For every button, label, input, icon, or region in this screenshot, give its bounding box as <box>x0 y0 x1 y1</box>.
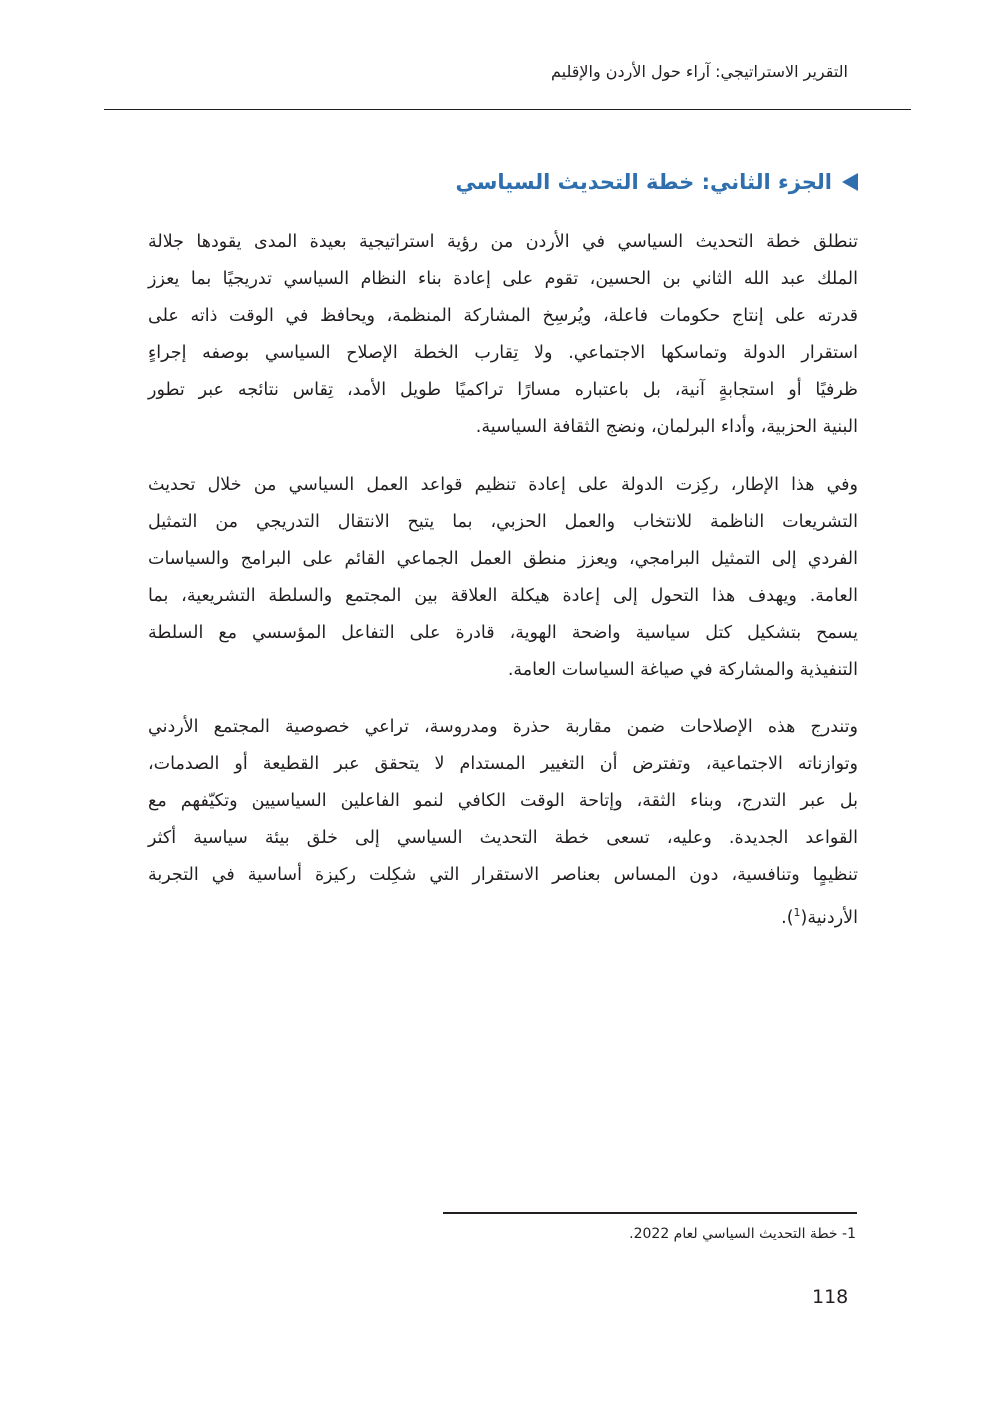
paragraph-3 <box>148 709 858 931</box>
text-line: العامة. ويهدف هذا التحول إلى إعادة هيكلة العلاقة بين المجتمع والسلطة التشريعية، بما <box>148 586 858 606</box>
text-line: البنية الحزبية، وأداء البرلمان، ونضج الثقافة السياسية. <box>475 417 858 437</box>
text-line: بل عبر التدرج، وبناء الثقة، وإتاحة الوقت الكافي لنمو الفاعلين السياسيين وتكيّفهم مع <box>148 791 858 811</box>
text-fragment: الأردنية <box>807 907 858 928</box>
footnote-reference[interactable]: 1 <box>793 906 801 919</box>
paragraph-1 <box>148 224 858 446</box>
text-line: الملك عبد الله الثاني بن الحسين، تقوم على إعادة بناء النظام السياسي تدريجيًا بما يعزز <box>148 269 858 289</box>
text-line: تنظيمٍا وتنافسية، دون المساس بعناصر الاستقرار التي شكِلت ركيزة أساسية في التجربة <box>148 865 858 885</box>
section-title: الجزء الثاني: خطة التحديث السياسي <box>455 170 832 194</box>
text-line: وتوازناته الاجتماعية، وتفترض أن التغيير المستدام لا يتحقق عبر القطيعة أو الصدمات، <box>148 754 858 774</box>
text-line: وفي هذا الإطار، ركِزت الدولة على إعادة تنظيم قواعد العمل السياسي من خلال تحديث <box>148 475 858 495</box>
header-divider <box>104 109 911 110</box>
text-fragment: ). <box>781 907 794 928</box>
text-line: الفردي إلى التمثيل البرامجي، ويعزز منطق العمل الجماعي القائم على البرامج والسياسات <box>148 549 858 569</box>
text-line-last: الأردنية($^1$). <box>781 906 858 928</box>
text-line: قدرته على إنتاج حكومات فاعلة، ويُرسِخ المشاركة المنظمة، ويحافظ في الوقت ذاته على <box>148 306 858 326</box>
page-number: 118 <box>812 1286 849 1308</box>
text-line: استقرار الدولة وتماسكها الاجتماعي. ولا تِقارب الخطة الإصلاح السياسي بوصفه إجراءٍ <box>148 343 858 363</box>
running-header: التقرير الاستراتيجي: آراء حول الأردن والإقليم <box>550 62 848 81</box>
text-line: القواعد الجديدة. وعليه، تسعى خطة التحديث السياسي إلى خلق بيئة سياسية أكثر <box>148 828 858 848</box>
footnote: 1- خطة التحديث السياسي لعام 2022. <box>629 1226 856 1242</box>
paragraph-2 <box>148 467 858 689</box>
text-line: ظرفيًا أو استجابةٍ آنية، بل باعتباره مسارًا تراكميًا طويل الأمد، تِقاس نتائجه عبر تطور <box>148 380 858 400</box>
section-heading <box>455 170 858 194</box>
text-line: تنطلق خطة التحديث السياسي في الأردن من رؤية استراتيجية بعيدة المدى يقودها جلالة <box>148 232 858 252</box>
footnote-divider <box>443 1212 857 1214</box>
text-line: التنفيذية والمشاركة في صياغة السياسات العامة. <box>507 660 858 680</box>
text-line: وتندرج هذه الإصلاحات ضمن مقاربة حذرة ومدروسة، تراعي خصوصية المجتمع الأردني <box>148 717 858 737</box>
text-line: التشريعات الناظمة للانتخاب والعمل الحزبي، بما يتيح الانتقال التدريجي من التمثيل <box>148 512 858 532</box>
text-line: يسمح بتشكيل كتل سياسية واضحة الهوية، قادرة على التفاعل المؤسسي مع السلطة <box>148 623 858 643</box>
triangle-bullet-icon <box>842 173 858 191</box>
